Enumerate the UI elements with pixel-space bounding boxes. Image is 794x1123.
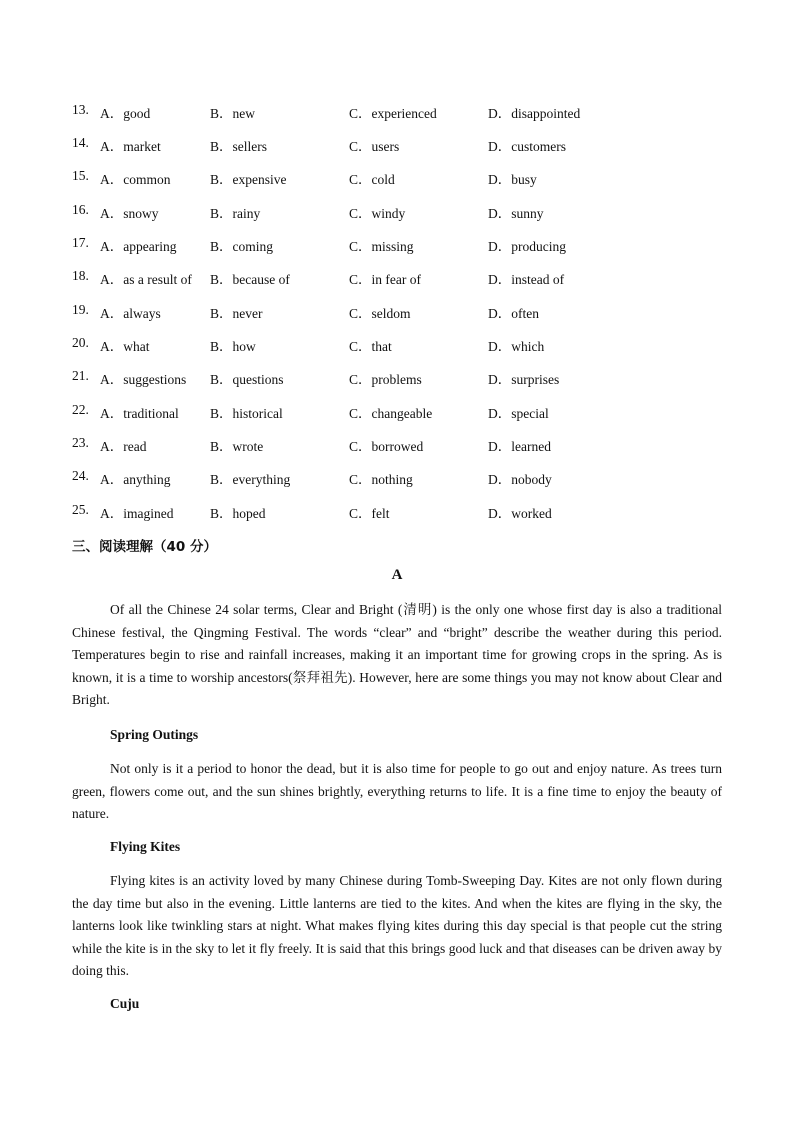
- question-number: 20.: [72, 335, 89, 350]
- option-a: A．read: [100, 439, 147, 454]
- option-d: D．special: [488, 406, 549, 421]
- option-b: B．how: [210, 339, 256, 354]
- subheading-cuju: Cuju: [110, 996, 140, 1011]
- option-a: A．snowy: [100, 206, 159, 221]
- question-row: [72, 235, 732, 255]
- question-number: 18.: [72, 268, 89, 283]
- question-row: [72, 468, 732, 488]
- question-number: 21.: [72, 368, 89, 383]
- option-b: B．wrote: [210, 439, 264, 454]
- option-d: D．surprises: [488, 372, 560, 387]
- option-b: B．new: [210, 106, 255, 121]
- option-c: C．borrowed: [349, 439, 424, 454]
- option-d: D．sunny: [488, 206, 544, 221]
- question-row: [72, 202, 732, 222]
- option-c: C．that: [349, 339, 392, 354]
- paragraph-flying-kites: Flying kites is an activity loved by many Chinese during Tomb-Sweeping Day. Kites are not only flown during the day time but also in the evening. Little lanterns are tied to the kites. And when the kites are flying in the sky, the lanterns look like twinkling stars at night. What makes flying kites during this day special is that people cut the string while the kite is in the sky to let it fly freely. It is said that this brings good luck and that diseases can be driven away by doing this.: [72, 873, 722, 979]
- option-a: A．good: [100, 106, 151, 121]
- question-row: [72, 368, 732, 388]
- subheading-spring-outings: Spring Outings: [110, 727, 199, 742]
- option-c: C．problems: [349, 372, 422, 387]
- option-d: D．instead of: [488, 272, 565, 287]
- option-c: C．in fear of: [349, 272, 421, 287]
- paragraph-spring-outings: Not only is it a period to honor the dead, but it is also time for people to go out and enjoy nature. As trees turn green, flowers come out, and the sun shines brightly, everything returns to life. It is a fine time to enjoy the beauty of nature.: [72, 761, 722, 822]
- option-c: C．experienced: [349, 106, 437, 121]
- option-a: A．market: [100, 139, 161, 154]
- option-c: C．missing: [349, 239, 414, 254]
- question-number: 16.: [72, 202, 89, 217]
- question-number: 22.: [72, 402, 89, 417]
- question-number: 19.: [72, 302, 89, 317]
- option-a: A．anything: [100, 472, 171, 487]
- option-c: C．users: [349, 139, 400, 154]
- option-b: B．everything: [210, 472, 291, 487]
- passage-label: A: [391, 567, 403, 583]
- option-d: D．producing: [488, 239, 566, 254]
- option-d: D．worked: [488, 506, 552, 521]
- question-row: [72, 335, 732, 355]
- option-b: B．historical: [210, 406, 283, 421]
- passage-intro: Of all the Chinese 24 solar terms, Clear and Bright (清明) is the only one whose first day is also a traditional Chinese festival, the Qingming Festival. The words “clear” and “bright” describe the weather during this period. Temperatures begin to rise and rainfall increases, making it an important time for growing crops in the spring. As is known, it is a time to worship ancestors(祭拜祖先). However, here are some things you may not know about Clear and Bright.: [72, 602, 722, 708]
- option-d: D．busy: [488, 172, 537, 187]
- subheading-flying-kites: Flying Kites: [110, 839, 181, 854]
- question-row: [72, 302, 732, 322]
- option-c: C．windy: [349, 206, 406, 221]
- question-row: [72, 135, 732, 155]
- question-number: 23.: [72, 435, 89, 450]
- option-b: B．because of: [210, 272, 290, 287]
- option-c: C．changeable: [349, 406, 433, 421]
- question-row: [72, 268, 732, 288]
- option-d: D．disappointed: [488, 106, 581, 121]
- option-b: B．never: [210, 306, 263, 321]
- question-row: [72, 168, 732, 188]
- option-d: D．nobody: [488, 472, 552, 487]
- option-b: B．coming: [210, 239, 273, 254]
- question-number: 25.: [72, 502, 89, 517]
- question-row: [72, 435, 732, 455]
- question-number: 15.: [72, 168, 89, 183]
- option-a: A．common: [100, 172, 171, 187]
- option-b: B．expensive: [210, 172, 287, 187]
- option-b: B．questions: [210, 372, 284, 387]
- option-c: C．cold: [349, 172, 395, 187]
- option-a: A．as a result of: [100, 272, 192, 287]
- option-b: B．sellers: [210, 139, 267, 154]
- question-number: 14.: [72, 135, 89, 150]
- option-d: D．often: [488, 306, 539, 321]
- question-row: [72, 502, 732, 522]
- option-a: A．traditional: [100, 406, 179, 421]
- question-number: 17.: [72, 235, 89, 250]
- option-a: A．what: [100, 339, 150, 354]
- option-a: A．imagined: [100, 506, 174, 521]
- option-a: A．appearing: [100, 239, 177, 254]
- option-c: C．seldom: [349, 306, 411, 321]
- section-title: 三、阅读理解（40 分）: [72, 539, 217, 555]
- option-d: D．learned: [488, 439, 551, 454]
- option-d: D．customers: [488, 139, 566, 154]
- question-row: [72, 102, 732, 122]
- question-row: [72, 402, 732, 422]
- question-number: 24.: [72, 468, 89, 483]
- option-a: A．suggestions: [100, 372, 187, 387]
- option-b: B．hoped: [210, 506, 266, 521]
- option-d: D．which: [488, 339, 545, 354]
- option-c: C．nothing: [349, 472, 413, 487]
- option-b: B．rainy: [210, 206, 261, 221]
- option-c: C．felt: [349, 506, 390, 521]
- question-number: 13.: [72, 102, 89, 117]
- option-a: A．always: [100, 306, 161, 321]
